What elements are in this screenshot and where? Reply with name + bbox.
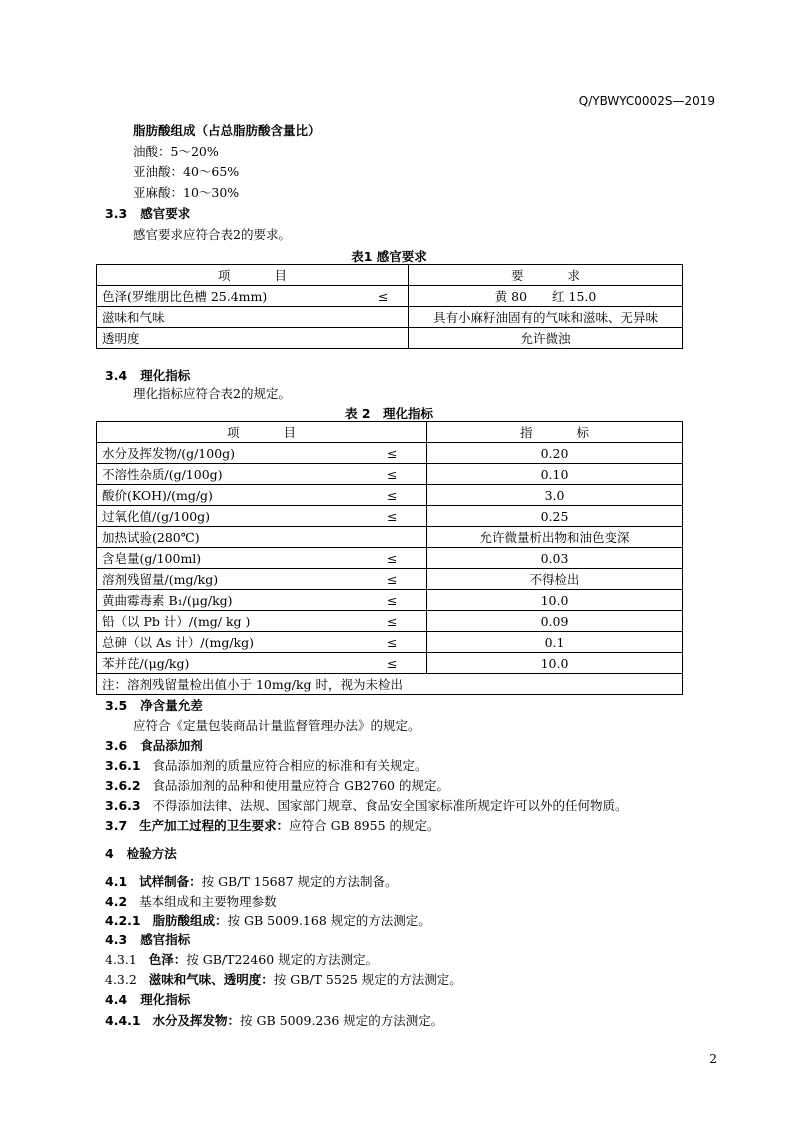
table1-header-row (97, 265, 683, 286)
section-3-6-1 (105, 758, 428, 774)
table2-cell-name: 含皂量(g/100ml) (97, 548, 359, 569)
section-title: 感官要求 (140, 206, 191, 221)
table2-cell-op: ≤ (359, 485, 427, 506)
table2-cell-value: 10.0 (427, 590, 683, 611)
section-3-6-3 (105, 798, 628, 814)
table2-cell-op: ≤ (359, 590, 427, 611)
section-text: 按 GB/T22460 规定的方法测定。 (186, 952, 379, 967)
section-number: 3.7 (105, 818, 128, 833)
table2-cell-op: ≤ (359, 653, 427, 674)
table2-cell-name: 苯并芘/(μg/kg) (97, 653, 359, 674)
table1-cell-value: 允许微浊 (409, 328, 683, 349)
table2-cell-op: ≤ (359, 632, 427, 653)
table-row (97, 632, 683, 653)
table-row (97, 485, 683, 506)
section-3-4-heading (105, 368, 190, 384)
table-row (97, 527, 683, 548)
section-3-3-heading (105, 206, 190, 222)
table1-cell-name: 透明度 (97, 328, 359, 349)
section-3-6-heading (105, 738, 203, 754)
section-text: 不得添加法律、法规、国家部门规章、食品安全国家标准所规定许可以外的任何物质。 (152, 798, 628, 813)
table-row (97, 590, 683, 611)
table2-cell-op: ≤ (359, 464, 427, 485)
table2-header-item: 项 目 (97, 422, 427, 443)
table2-cell-name: 不溶性杂质/(g/100g) (97, 464, 359, 485)
section-text: 按 GB/T 15687 规定的方法制备。 (201, 874, 398, 889)
table1-cell-name: 滋味和气味 (97, 307, 359, 328)
table2-cell-value: 10.0 (427, 653, 683, 674)
section-number: 4.3 (105, 932, 128, 947)
table2-cell-value: 不得检出 (427, 569, 683, 590)
table2-cell-op: ≤ (359, 506, 427, 527)
table1-cell-op (359, 328, 409, 349)
section-title: 感官指标 (140, 932, 191, 947)
section-title: 试样制备： (139, 874, 202, 889)
section-text: 按 GB 5009.236 规定的方法测定。 (240, 1013, 444, 1028)
section-text: 应符合 GB 8955 的规定。 (289, 818, 440, 833)
fatty-acid-title: 脂肪酸组成（占总脂肪酸含量比） (133, 123, 321, 138)
section-number: 3.6.3 (105, 798, 141, 813)
table1-caption: 表1 感官要求 (351, 249, 427, 264)
table1-cell-value: 黄 80 红 15.0 (409, 286, 683, 307)
section-title: 滋味和气味、透明度： (148, 972, 274, 987)
section-3-4-text: 理化指标应符合表2的规定。 (133, 386, 291, 401)
section-number: 4.4 (105, 992, 128, 1007)
table2-cell-value: 3.0 (427, 485, 683, 506)
table2-note: 注：溶剂残留量检出值小于 10mg/kg 时，视为未检出 (97, 674, 683, 695)
section-text: 按 GB/T 5525 规定的方法测定。 (273, 972, 462, 987)
table2-cell-name: 过氧化值/(g/100g) (97, 506, 359, 527)
page-number: 2 (709, 1052, 717, 1066)
table-row (97, 307, 683, 328)
table1-cell-value: 具有小麻籽油固有的气味和滋味、无异味 (409, 307, 683, 328)
section-3-5-heading (105, 698, 203, 714)
table2-note-row (97, 674, 683, 695)
table2-cell-op: ≤ (359, 569, 427, 590)
table-row (97, 328, 683, 349)
table2-cell-op: ≤ (359, 611, 427, 632)
section-title: 脂肪酸组成： (152, 913, 228, 928)
table1-cell-op: ≤ (359, 286, 409, 307)
table2-cell-name: 水分及挥发物/(g/100g) (97, 443, 359, 464)
fatty-acid-item: 油酸：5～20% (133, 144, 219, 159)
table2-cell-value: 0.1 (427, 632, 683, 653)
table2-cell-value: 0.10 (427, 464, 683, 485)
section-text: 食品添加剂的质量应符合相应的标准和有关规定。 (152, 758, 428, 773)
section-number: 3.6 (105, 738, 128, 753)
section-4-3-2 (105, 972, 462, 988)
table-row (97, 286, 683, 307)
section-number: 4.4.1 (105, 1013, 141, 1028)
table2-caption: 表 2 理化指标 (344, 406, 434, 421)
section-number: 4.2.1 (105, 913, 141, 928)
table2-cell-name: 黄曲霉毒素 B₁/(μg/kg) (97, 590, 359, 611)
section-3-7 (105, 818, 440, 834)
table1-header-item: 项 目 (97, 265, 409, 286)
table2-cell-name: 酸价(KOH)/(mg/g) (97, 485, 359, 506)
section-4-3-1 (105, 952, 378, 968)
fatty-acid-item: 亚麻酸：10～30% (133, 185, 240, 200)
table1-cell-op (359, 307, 409, 328)
table-row (97, 443, 683, 464)
section-3-6-2 (105, 778, 449, 794)
table2-header-index: 指 标 (427, 422, 683, 443)
section-number: 3.6.2 (105, 778, 141, 793)
table1-header-requirement: 要 求 (409, 265, 683, 286)
section-number: 3.6.1 (105, 758, 141, 773)
section-number: 3.3 (105, 206, 128, 221)
table2-cell-value: 0.20 (427, 443, 683, 464)
table2-cell-op: ≤ (359, 443, 427, 464)
table-row (97, 506, 683, 527)
section-number: 4.3.1 (105, 952, 137, 967)
section-4-heading (105, 846, 177, 862)
section-title: 理化指标 (140, 992, 191, 1007)
table2 (96, 421, 683, 695)
table2-cell-value: 允许微量析出物和油色变深 (427, 527, 683, 548)
section-title: 生产加工过程的卫生要求： (139, 818, 290, 833)
table-row (97, 464, 683, 485)
section-4-2-1 (105, 913, 431, 929)
section-number: 4 (105, 846, 114, 861)
table-row (97, 569, 683, 590)
table2-cell-name: 加热试验(280℃) (97, 527, 359, 548)
section-text: 食品添加剂的品种和使用量应符合 GB2760 的规定。 (152, 778, 449, 793)
table-row (97, 653, 683, 674)
table2-cell-op: ≤ (359, 548, 427, 569)
section-3-5-text: 应符合《定量包装商品计量监督管理办法》的规定。 (133, 718, 421, 733)
section-number: 3.5 (105, 698, 128, 713)
table2-cell-name: 溶剂残留量/(mg/kg) (97, 569, 359, 590)
section-4-1 (105, 874, 398, 890)
table2-header-row (97, 422, 683, 443)
section-title: 净含量允差 (140, 698, 203, 713)
section-number: 3.4 (105, 368, 128, 383)
section-number: 4.1 (105, 874, 128, 889)
section-text: 基本组成和主要物理参数 (139, 894, 277, 909)
standard-code: Q/YBWYC0002S—2019 (578, 94, 715, 108)
table2-cell-name: 铅（以 Pb 计）/(mg/ kg ) (97, 611, 359, 632)
section-title: 水分及挥发物： (152, 1013, 241, 1028)
section-text: 按 GB 5009.168 规定的方法测定。 (227, 913, 431, 928)
section-number: 4.3.2 (105, 972, 137, 987)
table1-cell-name: 色泽(罗维朋比色槽 25.4mm) (97, 286, 359, 307)
section-title: 食品添加剂 (140, 738, 203, 753)
section-4-4-heading (105, 992, 190, 1008)
table2-cell-value: 0.03 (427, 548, 683, 569)
table2-cell-name: 总砷（以 As 计）/(mg/kg) (97, 632, 359, 653)
fatty-acid-item: 亚油酸：40～65% (133, 164, 240, 179)
section-title: 色泽： (148, 952, 187, 967)
table-row (97, 548, 683, 569)
section-title: 检验方法 (126, 846, 177, 861)
table2-cell-op (359, 527, 427, 548)
section-4-2 (105, 894, 277, 910)
table-row (97, 611, 683, 632)
table2-cell-value: 0.25 (427, 506, 683, 527)
section-3-3-text: 感官要求应符合表2的要求。 (133, 227, 291, 242)
section-4-4-1 (105, 1013, 443, 1029)
section-number: 4.2 (105, 894, 128, 909)
section-4-3-heading (105, 932, 190, 948)
table1 (96, 264, 683, 349)
table2-cell-value: 0.09 (427, 611, 683, 632)
section-title: 理化指标 (140, 368, 191, 383)
